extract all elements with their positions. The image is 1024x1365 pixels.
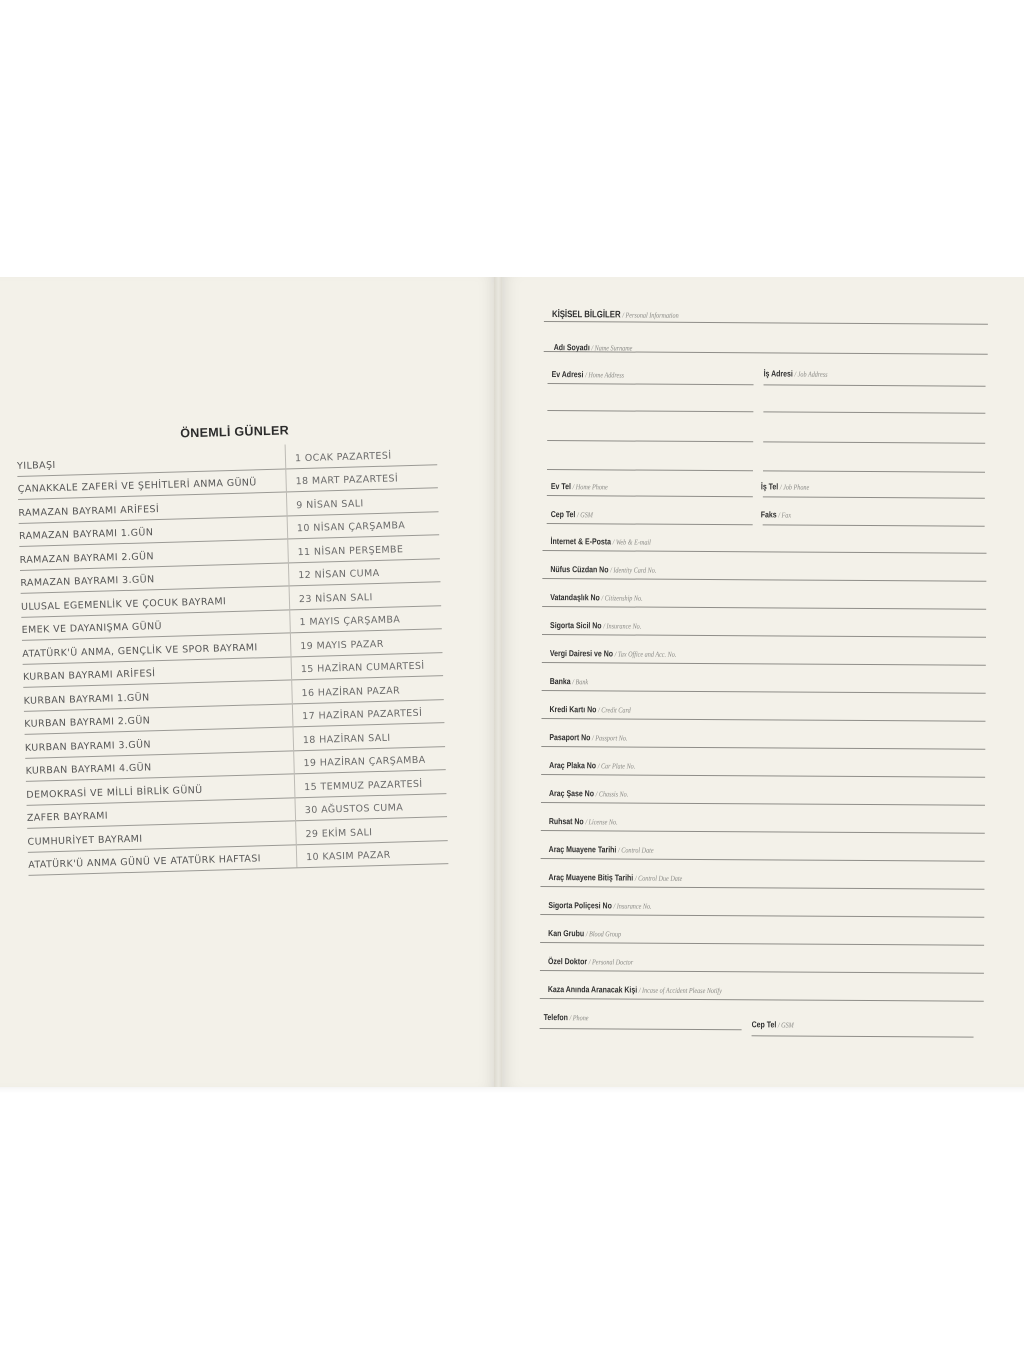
label-inspection [549, 844, 654, 855]
label-text: Vergi Dairesi ve No [549, 648, 614, 659]
label-text: Faks [760, 509, 777, 520]
label-text: Banka [549, 676, 571, 687]
holiday-divider [287, 515, 289, 539]
label-chassis [549, 788, 628, 798]
label-translation: / Identity Card No. [610, 565, 657, 575]
holiday-date: 1 MAYIS ÇARŞAMBA [299, 614, 401, 629]
holiday-divider [290, 656, 292, 680]
holiday-name: ULUSAL EGEMENLİK VE ÇOCUK BAYRAMI [20, 595, 227, 613]
label-fax [761, 509, 791, 519]
holiday-divider [296, 844, 298, 868]
label-text: Ev Adresi [551, 369, 584, 380]
holiday-divider [290, 632, 292, 656]
label-text: Araç Şase No [549, 788, 595, 799]
holiday-date: 29 EKİM SALI [305, 826, 373, 840]
holiday-name: EMEK VE DAYANIŞMA GÜNÜ [21, 621, 163, 636]
label-translation: / GSM [777, 1020, 794, 1030]
label-translation: / Web & E-mail [612, 537, 651, 547]
label-translation: / Tax Office and Acc. No. [614, 649, 677, 659]
holiday-date: 30 AĞUSTOS CUMA [304, 802, 404, 817]
label-translation: / Credit Card [598, 705, 631, 715]
holiday-divider [287, 538, 289, 562]
label-text: Kan Grubu [548, 928, 585, 939]
holiday-name: RAMAZAN BAYRAMI ARİFESİ [18, 503, 160, 519]
label-translation: / Incase of Accident Please Notify [638, 985, 722, 996]
holiday-date: 15 HAZİRAN CUMARTESİ [300, 660, 425, 676]
label-text: Ruhsat No [548, 816, 584, 827]
label-text: İnternet & E-Posta [550, 536, 612, 547]
label-text: Kaza Anında Aranacak Kişi [547, 984, 638, 995]
label-translation: / Car Plate No. [597, 761, 636, 771]
holiday-date: 19 MAYIS PAZAR [300, 638, 384, 652]
label-passport [549, 732, 627, 742]
label-insurance-policy [548, 900, 651, 911]
label-text: Özel Doktor [547, 956, 588, 967]
label-doctor [548, 956, 633, 967]
label-translation: / Job Address [794, 369, 828, 379]
holiday-divider [291, 679, 293, 703]
holiday-date: 9 NİSAN SALI [296, 497, 364, 511]
label-translation: / Personal Doctor [588, 957, 634, 967]
label-text: Ev Tel [550, 481, 571, 492]
holidays-title: ÖNEMLİ GÜNLER [180, 423, 290, 441]
holiday-divider [294, 773, 296, 797]
label-insurance [550, 620, 641, 631]
label-job-address [764, 368, 828, 378]
holiday-date: 23 NİSAN SALI [298, 591, 373, 605]
holiday-name: ATATÜRK'Ü ANMA GÜNÜ VE ATATÜRK HAFTASI [28, 853, 262, 871]
label-text: Adı Soyadı [553, 342, 590, 353]
holiday-name: RAMAZAN BAYRAMI 3.GÜN [20, 574, 155, 589]
holiday-divider [288, 562, 290, 586]
holiday-date: 18 MART PAZARTESİ [295, 473, 399, 488]
label-translation: / Passport No. [592, 733, 628, 743]
label-text: Telefon [543, 1012, 568, 1023]
holiday-name: DEMOKRASİ VE MİLLİ BİRLİK GÜNÜ [26, 784, 203, 801]
label-job-phone [761, 481, 809, 491]
holiday-date: 18 HAZİRAN SALI [302, 732, 391, 746]
label-web [551, 536, 651, 547]
label-translation: / Blood Group [585, 929, 622, 939]
holiday-divider [285, 444, 287, 468]
label-text: İş Adresi [763, 368, 793, 379]
label-credit-card [550, 704, 631, 714]
holiday-name: KURBAN BAYRAMI 2.GÜN [24, 715, 151, 730]
label-translation: / Control Date [617, 845, 654, 855]
label-text: Sigorta Poliçesi No [548, 900, 612, 911]
label-translation: / Name Surname [591, 343, 633, 353]
label-home-phone [551, 481, 608, 491]
label-text: Pasaport No [549, 732, 591, 743]
holiday-date: 15 TEMMUZ PAZARTESİ [304, 778, 423, 793]
holiday-divider [286, 491, 288, 515]
label-phone [544, 1012, 589, 1022]
holiday-date: 17 HAZİRAN PAZARTESİ [302, 707, 423, 723]
label-translation: / Insurance No. [603, 621, 642, 631]
label-text: Cep Tel [751, 1019, 777, 1030]
label-text: Cep Tel [550, 509, 576, 520]
label-bank [550, 676, 589, 686]
label-id-card [550, 564, 656, 575]
label-translation: / Home Phone [572, 482, 608, 492]
holiday-date: 19 HAZİRAN ÇARŞAMBA [303, 754, 426, 770]
holiday-divider [295, 820, 297, 844]
label-text: Araç Plaka No [549, 760, 597, 771]
label-text: Araç Muayene Bitiş Tarihi [548, 872, 634, 883]
holiday-name: ÇANAKKALE ZAFERİ VE ŞEHİTLERİ ANMA GÜNÜ [17, 477, 257, 495]
label-emergency [548, 984, 722, 995]
label-translation: / Bank [572, 677, 589, 687]
label-tax [550, 648, 677, 659]
holiday-divider [293, 750, 295, 774]
label-license [549, 816, 618, 826]
holiday-name: KURBAN BAYRAMI 1.GÜN [23, 691, 150, 707]
label-text: Vatandaşlık No [550, 592, 600, 603]
label-translation: / License No. [585, 817, 618, 827]
holiday-date: 16 HAZİRAN PAZAR [301, 684, 401, 699]
holiday-date: 12 NİSAN CUMA [298, 567, 380, 582]
holiday-date: 1 OCAK PAZARTESİ [294, 450, 392, 464]
personal-info-title [552, 309, 679, 321]
holiday-name: ZAFER BAYRAMI [26, 810, 109, 824]
label-text: İş Tel [760, 481, 779, 492]
notebook-spread [0, 277, 1024, 1087]
label-translation: / Home Address [585, 370, 625, 380]
label-blood [548, 928, 621, 938]
left-page [0, 277, 497, 1087]
holiday-name: ATATÜRK'Ü ANMA, GENÇLİK VE SPOR BAYRAMI [22, 641, 258, 660]
holiday-divider [285, 468, 287, 492]
holiday-date: 10 KASIM PAZAR [305, 849, 391, 864]
label-translation: / Fax [778, 510, 792, 520]
holiday-name: KURBAN BAYRAMI ARİFESİ [22, 668, 156, 683]
label-text: Araç Muayene Tarihi [548, 844, 617, 855]
holiday-divider [289, 585, 291, 609]
personal-info-title-en: / Personal Information [622, 310, 679, 320]
holiday-name: KURBAN BAYRAMI 4.GÜN [25, 762, 152, 777]
holiday-date: 11 NİSAN PERŞEMBE [297, 543, 404, 558]
holiday-name: RAMAZAN BAYRAMI 2.GÜN [19, 550, 155, 566]
page-bottom-shadow [0, 1087, 1024, 1093]
label-translation: / Citizenship No. [601, 593, 643, 603]
label-text: Sigorta Sicil No [550, 620, 602, 631]
holidays-section [0, 277, 497, 1087]
holiday-divider [289, 609, 291, 633]
label-gsm [551, 509, 593, 519]
personal-info-title-tr: KİŞİSEL BİLGİLER [551, 309, 621, 321]
label-translation: / Control Due Date [634, 873, 683, 883]
holiday-name: YILBAŞI [16, 459, 56, 472]
holiday-divider [292, 703, 294, 727]
label-gsm2 [752, 1019, 794, 1029]
holiday-divider [292, 726, 294, 750]
holidays-list [16, 415, 436, 871]
label-citizenship [550, 592, 642, 603]
holiday-name: KURBAN BAYRAMI 3.GÜN [24, 738, 152, 754]
label-translation: / Job Phone [779, 482, 810, 492]
holiday-date: 10 NİSAN ÇARŞAMBA [296, 520, 406, 535]
label-home-address [552, 369, 625, 379]
label-translation: / Chassis No. [595, 789, 629, 799]
label-translation: / GSM [577, 510, 593, 520]
holiday-name: CUMHURİYET BAYRAMI [27, 833, 143, 848]
label-car-plate [549, 760, 635, 771]
label-translation: / Insurance No. [613, 901, 652, 911]
label-text: Kredi Kartı No [549, 704, 597, 715]
label-translation: / Phone [569, 1013, 589, 1023]
holiday-divider [294, 797, 296, 821]
holiday-name: RAMAZAN BAYRAMI 1.GÜN [18, 527, 154, 542]
label-inspection-due [548, 872, 682, 883]
label-text: Nüfus Cüzdan No [550, 564, 609, 575]
